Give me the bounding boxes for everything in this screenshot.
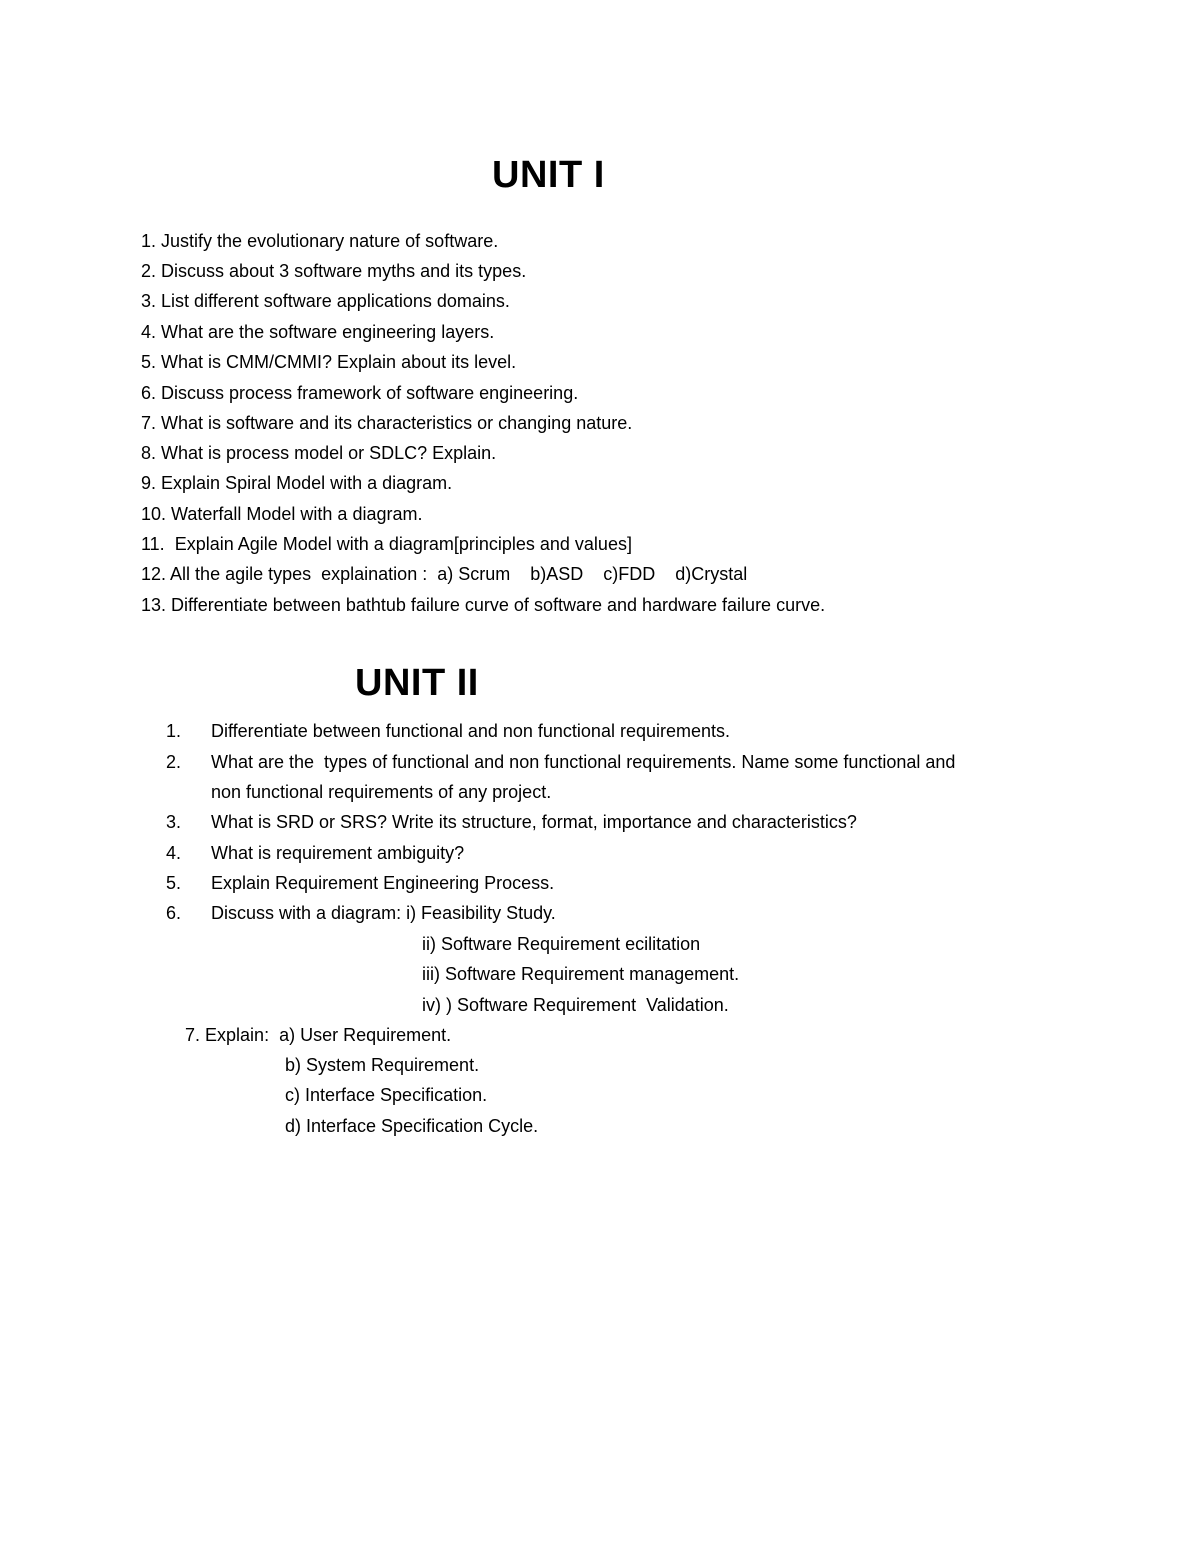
list-item-number: 4. [166, 843, 182, 863]
list-item [141, 259, 526, 283]
list-item [166, 719, 730, 743]
list-item-continuation: non functional requirements of any project. [211, 782, 552, 802]
list-sub-item: b) System Requirement. [285, 1055, 480, 1075]
unit2-heading: UNIT II [355, 662, 479, 704]
list-item-text: Explain: a) User Requirement. [205, 1025, 452, 1045]
list-item-number: 1. [166, 721, 182, 741]
list-item-text: What is CMM/CMMI? Explain about its level. [161, 352, 517, 372]
list-item-number: 4. [141, 322, 157, 342]
list-item-number: 3. [141, 291, 157, 311]
list-item-number: 2. [166, 752, 182, 772]
list-item-number: 1. [141, 231, 157, 251]
list-item-text: Explain Spiral Model with a diagram. [161, 473, 453, 493]
list-item-number: 7. [141, 413, 157, 433]
list-item [166, 871, 554, 895]
list-item [141, 320, 494, 344]
list-sub-item: d) Interface Specification Cycle. [285, 1116, 539, 1136]
list-item-number: 6. [166, 903, 182, 923]
list-item [141, 441, 496, 465]
list-item-number: 13. [141, 595, 167, 615]
list-item-number: 8. [141, 443, 157, 463]
list-item-number: 7. [185, 1025, 201, 1045]
list-item-number: 6. [141, 383, 157, 403]
list-item-number: 2. [141, 261, 157, 281]
list-item-number: 5. [166, 873, 182, 893]
list-item [141, 289, 510, 313]
list-item [141, 532, 632, 556]
list-item [141, 411, 632, 435]
list-item [185, 1023, 451, 1047]
list-item-text: What is process model or SDLC? Explain. [161, 443, 497, 463]
list-item-number: 11. [141, 534, 165, 554]
list-item-text: List different software applications domains. [161, 291, 510, 311]
list-item [141, 229, 498, 253]
list-item-number: 3. [166, 812, 182, 832]
list-item-number: 9. [141, 473, 157, 493]
list-item-text: Discuss about 3 software myths and its types. [161, 261, 527, 281]
list-item-text: Differentiate between functional and non functional requirements. [211, 721, 731, 741]
list-sub-item: ii) Software Requirement ecilitation [422, 934, 701, 954]
list-item [166, 750, 955, 774]
list-item [166, 841, 464, 865]
list-item [166, 810, 857, 834]
list-item-text: What are the types of functional and non functional requirements. Name some functional and [211, 752, 956, 772]
list-item-text: Discuss with a diagram: i) Feasibility Study. [211, 903, 556, 923]
list-sub-item: iii) Software Requirement management. [422, 964, 740, 984]
list-item-text: Waterfall Model with a diagram. [171, 504, 423, 524]
list-item-text: What is SRD or SRS? Write its structure, format, importance and characteristics? [211, 812, 857, 832]
list-item [141, 350, 516, 374]
list-item [141, 381, 578, 405]
list-item-text: Differentiate between bathtub failure curve of software and hardware failure curve. [171, 595, 826, 615]
list-item [141, 471, 452, 495]
list-item-number: 5. [141, 352, 157, 372]
list-item-text: What is requirement ambiguity? [211, 843, 465, 863]
list-item-number: 10. [141, 504, 167, 524]
list-item [166, 901, 556, 925]
list-item-text: All the agile types explaination : a) Scrum b)ASD c)FDD d)Crystal [170, 564, 748, 584]
list-item [141, 562, 747, 586]
list-sub-item: c) Interface Specification. [285, 1085, 488, 1105]
list-item-text: Explain Agile Model with a diagram[principles and values] [174, 534, 632, 554]
list-item-text: Discuss process framework of software engineering. [161, 383, 579, 403]
list-item-text: What is software and its characteristics or changing nature. [161, 413, 633, 433]
unit1-heading: UNIT I [492, 154, 605, 196]
list-item [141, 593, 825, 617]
list-item [141, 502, 422, 526]
list-item-text: Justify the evolutionary nature of software. [161, 231, 499, 251]
list-item-text: What are the software engineering layers. [161, 322, 495, 342]
list-sub-item: iv) ) Software Requirement Validation. [422, 995, 729, 1015]
list-item-text: Explain Requirement Engineering Process. [211, 873, 555, 893]
list-item-number: 12. [141, 564, 167, 584]
